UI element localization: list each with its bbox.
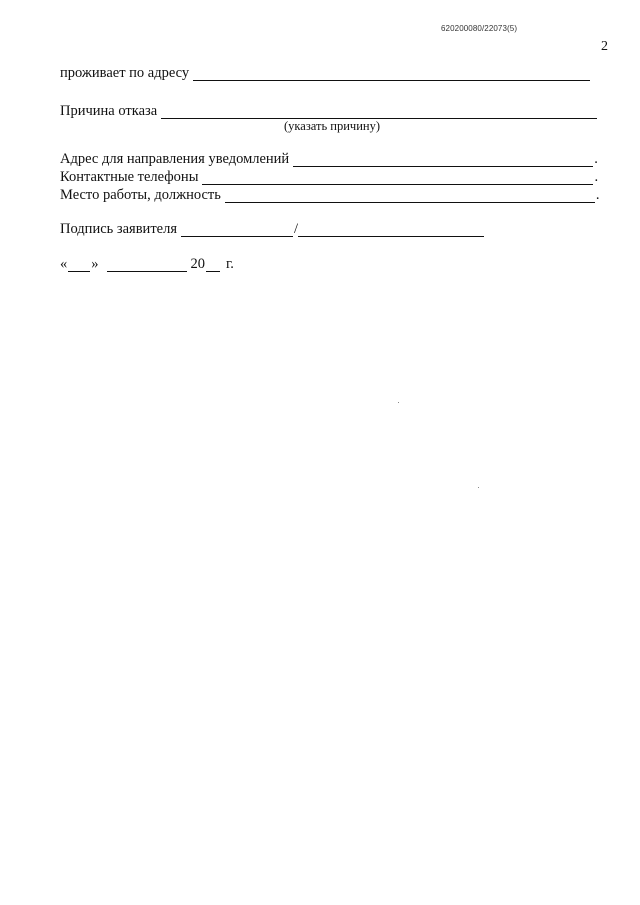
refusal-blank[interactable] bbox=[161, 104, 597, 119]
date-century: 20 bbox=[190, 256, 205, 272]
workplace-row bbox=[60, 185, 599, 203]
refusal-label: Причина отказа bbox=[60, 103, 158, 119]
date-open-quote: « bbox=[60, 256, 68, 272]
address-row bbox=[60, 63, 590, 81]
signature-label: Подпись заявителя bbox=[60, 221, 177, 237]
notification-address-label: Адрес для направления уведомлений bbox=[60, 151, 290, 167]
date-close-quote: » bbox=[91, 256, 99, 272]
date-year-blank[interactable] bbox=[206, 257, 220, 272]
workplace-blank[interactable] bbox=[225, 188, 595, 203]
notification-address-blank[interactable] bbox=[293, 152, 593, 167]
signature-name-blank[interactable] bbox=[298, 222, 484, 237]
notification-address-row bbox=[60, 149, 598, 167]
refusal-caption: (указать причину) bbox=[284, 119, 381, 133]
workplace-label: Место работы, должность bbox=[60, 187, 221, 203]
scan-speck bbox=[398, 402, 399, 403]
date-year-suffix: г. bbox=[226, 256, 234, 272]
phones-label: Контактные телефоны bbox=[60, 169, 199, 185]
signature-blank[interactable] bbox=[181, 222, 293, 237]
scan-speck bbox=[478, 487, 479, 488]
signature-separator: / bbox=[294, 221, 299, 237]
phones-dot: . bbox=[594, 169, 599, 185]
signature-row bbox=[60, 219, 484, 237]
page-number: 2 bbox=[601, 39, 608, 54]
date-day-blank[interactable] bbox=[68, 257, 90, 272]
document-code: 620200080/22073(5) bbox=[441, 24, 518, 33]
address-blank[interactable] bbox=[193, 66, 590, 81]
refusal-row bbox=[60, 101, 597, 119]
phones-row bbox=[60, 167, 598, 185]
notification-address-dot: . bbox=[594, 151, 598, 167]
phones-blank[interactable] bbox=[202, 170, 593, 185]
date-row bbox=[60, 254, 234, 272]
date-month-blank[interactable] bbox=[107, 257, 187, 272]
workplace-dot: . bbox=[595, 187, 600, 203]
address-label: проживает по адресу bbox=[60, 65, 190, 81]
